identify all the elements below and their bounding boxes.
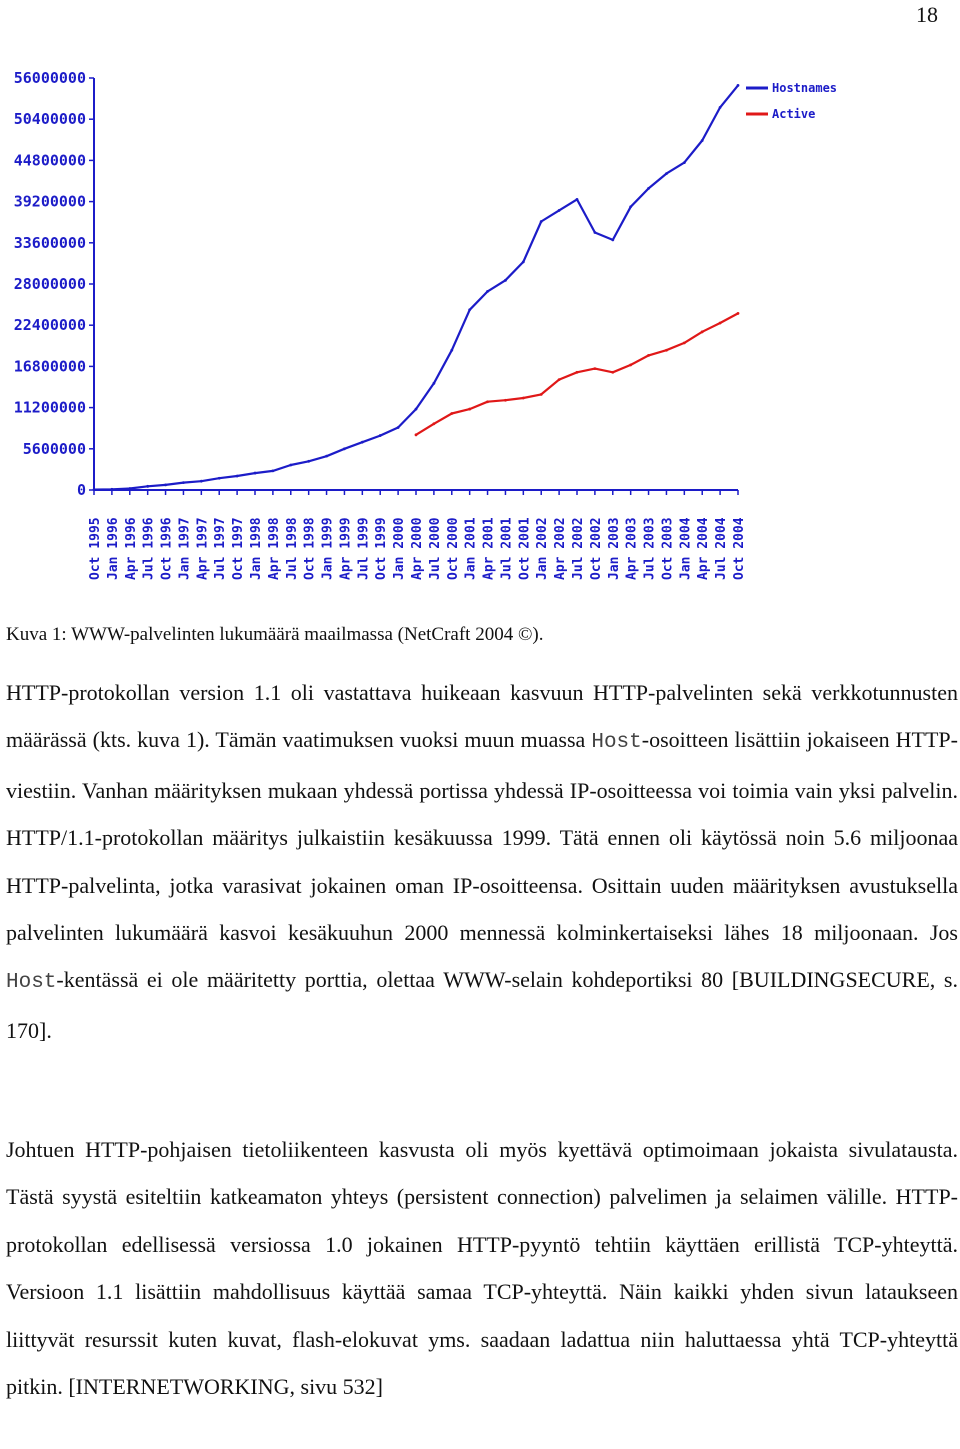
x-tick-label: Oct 1999: [374, 517, 390, 580]
x-tick-label: Apr 2000: [410, 517, 425, 580]
x-tick-label: Oct 1995: [88, 517, 103, 580]
legend-label-active: Active: [772, 107, 816, 121]
line-chart: [0, 60, 860, 590]
data-point-hostnames: [128, 487, 131, 490]
data-point-active: [432, 422, 435, 425]
data-point-hostnames: [379, 434, 382, 437]
x-tick-label: Jul 2002: [571, 517, 586, 580]
host-code-1: Host: [591, 731, 642, 755]
data-point-active: [450, 412, 453, 415]
x-tick-label: Oct 1998: [302, 517, 318, 580]
host-code-2: Host: [6, 971, 57, 995]
data-point-hostnames: [450, 349, 453, 352]
data-point-hostnames: [576, 198, 579, 201]
paragraph-1-text-b: -osoitteen lisättiin jokaiseen HTTP-viestiin. Vanhan määrityksen mukaan yhdessä portissa yhdessä IP-osoitteessa voi toimia vain yksi palvelin. HTTP/1.1-protokollan määritys julkaistiin kesäkuussa 1999. Tätä ennen oli käytössä noin 5.6 miljoonaa HTTP-palvelinta, jotka varasivat jokainen oman IP-osoitteensa. Osittain uuden määrityksen avustuksella palvelinten lukumäärä kasvoi kesäkuuhun 2000 mennessä kolminkertaiseksi lähes 18 miljoonaan. Jos: [6, 727, 958, 946]
x-tick-label: Oct 2000: [445, 517, 461, 580]
data-point-hostnames: [218, 477, 221, 480]
data-point-hostnames: [540, 220, 543, 223]
data-point-hostnames: [629, 205, 632, 208]
legend-label-hostnames: Hostnames: [772, 81, 838, 95]
data-point-active: [540, 393, 543, 396]
data-point-active: [468, 408, 471, 411]
data-point-hostnames: [271, 469, 274, 472]
data-point-active: [719, 322, 722, 325]
x-tick-label: Apr 2003: [624, 517, 640, 580]
y-tick-label: 0: [76, 481, 86, 499]
x-tick-label: Apr 2004: [696, 517, 712, 580]
x-tick-label: Jan 2003: [606, 517, 622, 580]
data-point-hostnames: [593, 231, 596, 234]
data-point-hostnames: [325, 455, 328, 458]
x-tick-label: Oct 2004: [732, 517, 747, 580]
x-tick-label: Apr 1999: [338, 517, 354, 580]
x-tick-label: Apr 1997: [195, 517, 211, 580]
data-point-hostnames: [611, 238, 614, 241]
x-tick-label: Oct 2002: [588, 517, 604, 580]
data-point-active: [701, 330, 704, 333]
x-tick-label: Oct 1996: [159, 517, 175, 580]
x-tick-label: Jul 1999: [356, 517, 372, 580]
data-point-active: [683, 341, 686, 344]
x-tick-label: Jan 1998: [249, 517, 264, 580]
paragraph-1-text-c: -kentässä ei ole määritetty porttia, olettaa WWW-selain kohdeportiksi 80 [BUILDINGSECURE, s. 170].: [6, 967, 958, 1043]
data-point-hostnames: [110, 488, 113, 491]
data-point-active: [737, 312, 740, 315]
data-point-hostnames: [683, 161, 686, 164]
data-point-hostnames: [146, 485, 149, 488]
y-tick-label: 39200000: [13, 192, 86, 211]
data-point-active: [415, 433, 418, 436]
chart: [0, 60, 860, 590]
data-point-hostnames: [701, 139, 704, 142]
data-point-hostnames: [647, 187, 650, 190]
data-point-hostnames: [504, 279, 507, 282]
x-tick-label: Apr 2001: [481, 517, 497, 580]
data-point-hostnames: [93, 488, 96, 491]
y-tick-label: 33600000: [13, 233, 86, 252]
x-tick-label: Jul 2001: [499, 517, 515, 580]
data-point-active: [665, 349, 668, 352]
data-point-hostnames: [432, 382, 435, 385]
x-tick-label: Jan 1997: [177, 517, 193, 580]
x-tick-label: Jul 2003: [642, 517, 658, 580]
data-point-active: [593, 367, 596, 370]
x-tick-label: Jan 1996: [105, 517, 121, 580]
data-point-hostnames: [558, 209, 561, 212]
series-line-active: [416, 313, 738, 434]
data-point-hostnames: [289, 464, 292, 467]
body-paragraph-1: [6, 669, 958, 1054]
data-point-active: [558, 378, 561, 381]
data-point-hostnames: [307, 460, 310, 463]
x-tick-label: Jan 2000: [392, 517, 408, 580]
y-tick-label: 28000000: [13, 275, 86, 293]
data-point-hostnames: [737, 84, 740, 87]
data-point-hostnames: [522, 261, 525, 264]
data-point-hostnames: [719, 106, 722, 109]
data-point-hostnames: [397, 426, 400, 429]
data-point-active: [647, 354, 650, 357]
x-tick-label: Jan 1999: [320, 517, 336, 580]
x-tick-label: Jul 2004: [714, 517, 730, 580]
x-tick-label: Jan 2002: [535, 517, 551, 580]
data-point-hostnames: [182, 481, 185, 484]
data-point-active: [629, 364, 632, 367]
data-point-hostnames: [361, 441, 364, 444]
x-tick-label: Jul 1998: [284, 517, 300, 580]
x-tick-label: Apr 1998: [266, 517, 282, 580]
data-point-hostnames: [236, 475, 239, 478]
y-tick-label: 22400000: [13, 316, 86, 335]
data-point-active: [522, 397, 525, 400]
data-point-hostnames: [665, 172, 668, 175]
x-tick-label: Jul 1996: [141, 517, 157, 580]
data-point-hostnames: [200, 480, 203, 483]
data-point-active: [486, 400, 489, 403]
x-tick-label: Jul 1997: [213, 517, 229, 580]
x-tick-label: Jan 2001: [463, 517, 479, 580]
x-tick-label: Oct 1997: [231, 517, 247, 580]
y-tick-label: 50400000: [13, 110, 86, 129]
data-point-active: [576, 371, 579, 374]
data-point-hostnames: [468, 308, 471, 311]
data-point-hostnames: [254, 472, 257, 475]
data-point-hostnames: [486, 290, 489, 293]
series-line-hostnames: [94, 85, 738, 489]
x-tick-label: Jul 2000: [427, 517, 443, 580]
x-tick-label: Apr 1996: [123, 517, 139, 580]
data-point-hostnames: [164, 483, 167, 486]
page-number: 18: [916, 2, 938, 27]
y-tick-label: 44800000: [13, 151, 86, 170]
data-point-active: [611, 371, 614, 374]
y-tick-label: 16800000: [13, 357, 86, 376]
y-tick-label: 5600000: [22, 439, 86, 458]
y-tick-label: 11200000: [13, 398, 86, 417]
data-point-hostnames: [415, 408, 418, 411]
figure-caption: Kuva 1: WWW-palvelinten lukumäärä maailmassa (NetCraft 2004 ©).: [6, 624, 544, 645]
y-tick-label: 56000000: [13, 69, 86, 87]
x-tick-label: Apr 2002: [553, 517, 569, 580]
x-tick-label: Oct 2003: [660, 517, 676, 580]
paragraph-1-text-a: HTTP-protokollan version 1.1 oli vastattava huikeaan kasvuun HTTP-palvelinten sekä verkkotunnusten määrässä (kts. kuva 1). Tämän vaatimuksen vuoksi muun muassa: [6, 680, 958, 753]
data-point-active: [504, 399, 507, 402]
x-tick-label: Oct 2001: [517, 517, 533, 580]
body-paragraph-2: Johtuen HTTP-pohjaisen tietoliikenteen kasvusta oli myös kyettävä optimoimaan jokaista sivulatausta. Tästä syystä esiteltiin katkeamaton yhteys (persistent connection) palvelimen ja selaimen välille. HTTP-protokollan edellisessä versiossa 1.0 jokainen HTTP-pyyntö tehtiin käyttäen erillistä TCP-yhteyttä. Versioon 1.1 lisättiin mahdollisuus käyttää samaa TCP-yhteyttä. Näin kaikki yhden sivun lataukseen liittyvät resurssit kuten kuvat, flash-elokuvat yms. saadaan ladattua niin haluttaessa yhtä TCP-yhteyttä pitkin. [INTERNETWORKING, sivu 532]: [6, 1137, 958, 1400]
data-point-hostnames: [343, 447, 346, 450]
x-tick-label: Jan 2004: [678, 517, 694, 580]
